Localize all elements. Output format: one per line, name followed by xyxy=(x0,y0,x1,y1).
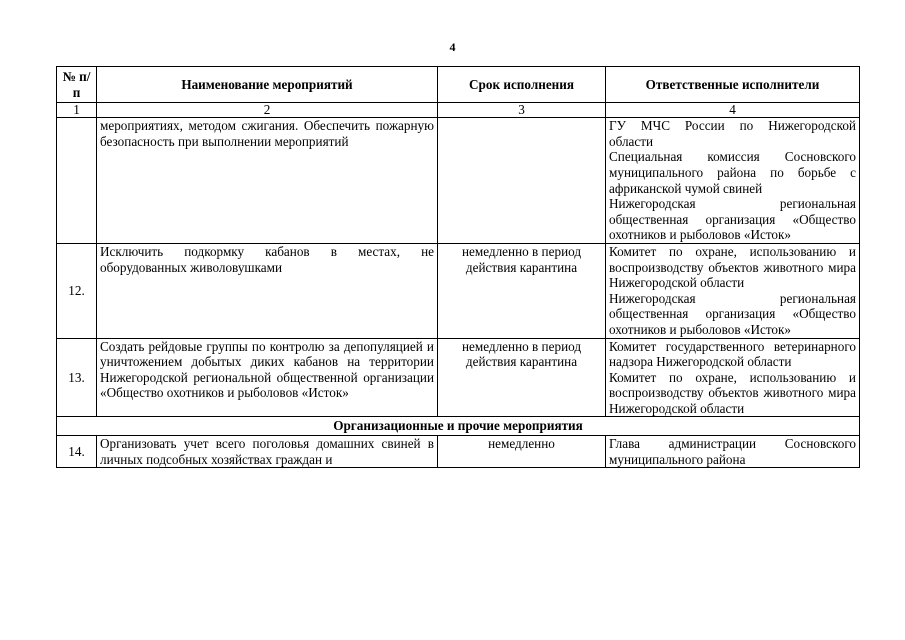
responsible-entry: Комитет по охране, использованию и воспроизводству объектов животного мира Нижегородской области xyxy=(609,243,856,291)
row-deadline: немедленно xyxy=(438,436,606,468)
table-row xyxy=(57,338,860,417)
row-name: Создать рейдовые группы по контролю за депопуляцией и уничтожением добытых диких кабанов на территории Нижегородской региональной общественной организации «Общество охотников и рыболовов «Исток» xyxy=(97,338,438,417)
responsible-entry: Комитет государственного ветеринарного надзора Нижегородской области xyxy=(609,338,856,370)
responsible-entry: Комитет по охране, использованию и воспроизводству объектов животного мира Нижегородской области xyxy=(609,369,856,416)
section-title: Организационные и прочие мероприятия xyxy=(57,417,860,436)
header-responsible: Ответственные исполнители xyxy=(606,67,860,103)
row-deadline: немедленно в период действия карантина xyxy=(438,338,606,417)
column-number: 2 xyxy=(97,103,438,118)
row-num: 13. xyxy=(57,338,97,417)
row-deadline xyxy=(438,118,606,244)
row-responsible xyxy=(606,338,860,417)
row-name: Организовать учет всего поголовья домашних свиней в личных подсобных хозяйствах граждан и xyxy=(97,436,438,468)
table-row xyxy=(57,243,860,338)
responsible-entry: Специальная комиссия Сосновского муниципального района по борьбе с африканской чумой свиней xyxy=(609,149,856,196)
row-name: мероприятиях, методом сжигания. Обеспечить пожарную безопасность при выполнении мероприятий xyxy=(97,118,438,244)
row-name: Исключить подкормку кабанов в местах, не оборудованных живоловушками xyxy=(97,243,438,338)
row-responsible xyxy=(606,243,860,338)
column-number-row xyxy=(57,103,860,118)
header-row xyxy=(57,67,860,103)
section-row xyxy=(57,417,860,436)
header-name: Наименование мероприятий xyxy=(97,67,438,103)
header-deadline: Срок исполнения xyxy=(438,67,606,103)
row-num xyxy=(57,118,97,244)
row-responsible: Глава администрации Сосновского муниципального района xyxy=(606,436,860,468)
column-number: 3 xyxy=(438,103,606,118)
measures-table xyxy=(56,66,860,468)
header-num: № п/п xyxy=(57,67,97,103)
row-deadline: немедленно в период действия карантина xyxy=(438,243,606,338)
row-num: 12. xyxy=(57,243,97,338)
row-num: 14. xyxy=(57,436,97,468)
table-row xyxy=(57,436,860,468)
page-number: 4 xyxy=(449,40,456,54)
column-number: 4 xyxy=(606,103,860,118)
column-number: 1 xyxy=(57,103,97,118)
table-row xyxy=(57,118,860,244)
row-responsible xyxy=(606,118,860,244)
responsible-entry: ГУ МЧС России по Нижегородской области xyxy=(609,118,856,149)
responsible-entry: Нижегородская региональная общественная организация «Общество охотников и рыболовов «Исток» xyxy=(609,196,856,243)
responsible-entry: Нижегородская региональная общественная организация «Общество охотников и рыболовов «Исток» xyxy=(609,290,856,337)
